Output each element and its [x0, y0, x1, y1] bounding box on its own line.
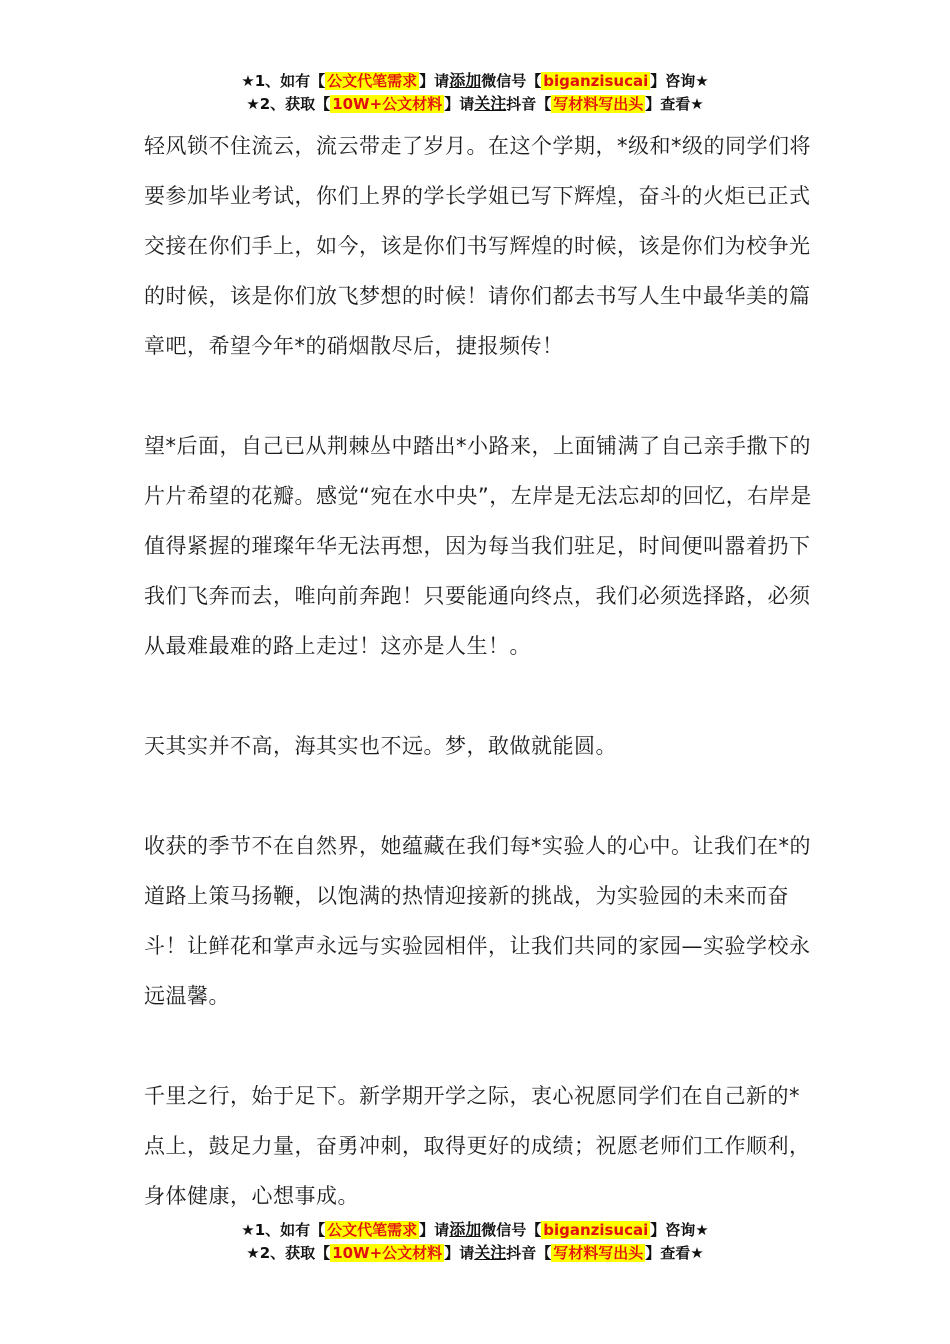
wechat-id-highlight: biganzisucai [543, 72, 649, 90]
banner-text: 】请 [419, 1221, 450, 1239]
douyin-id-highlight: 写材料写出头 [553, 95, 644, 113]
emphasis-text: 关注 [474, 1243, 507, 1262]
wechat-id-highlight: biganzisucai [543, 1221, 649, 1239]
paragraph: 天其实并不高，海其实也不远。梦，敢做就能圆。 [144, 734, 617, 758]
banner-text: 】咨询★ [650, 1221, 709, 1239]
highlight-tag: 公文代笔需求 [327, 72, 418, 90]
banner-text: 】请 [444, 95, 475, 113]
emphasis-text: 关注 [474, 94, 507, 113]
banner-text: ★1、如有【 [241, 1221, 326, 1239]
highlight-tag: 10W+公文材料 [332, 1244, 443, 1262]
banner-text: 微信号【 [481, 1221, 542, 1239]
highlight-tag: 公文代笔需求 [327, 1221, 418, 1239]
banner-text: 】查看★ [645, 95, 704, 113]
banner-text: 抖音【 [506, 95, 552, 113]
banner-line-1 [0, 69, 950, 92]
banner-text: ★2、获取【 [246, 1244, 331, 1262]
banner-text: 】请 [419, 72, 450, 90]
douyin-id-highlight: 写材料写出头 [553, 1244, 644, 1262]
paragraph: 千里之行，始于足下。新学期开学之际，衷心祝愿同学们在自己新的*点上，鼓足力量，奋勇冲刺，取得更好的成绩；祝愿老师们工作顺利，身体健康，心想事成。 [144, 1084, 811, 1208]
banner-text: 】请 [444, 1244, 475, 1262]
paragraph: 望*后面，自己已从荆棘丛中踏出*小路来，上面铺满了自己亲手撒下的片片希望的花瓣。感觉“宛在水中央”，左岸是无法忘却的回忆，右岸是值得紧握的璀璨年华无法再想，因为每当我们驻足，时间便叫嚣着扔下我们飞奔而去，唯向前奔跑！只要能通向终点，我们必须选择路，必须从最难最难的路上走过！这亦是人生！。 [144, 434, 812, 658]
banner-line-2 [0, 92, 950, 115]
highlight-tag: 10W+公文材料 [332, 95, 443, 113]
banner-text: 微信号【 [481, 72, 542, 90]
banner-text: 】查看★ [645, 1244, 704, 1262]
banner-line-2 [0, 1241, 950, 1264]
banner-line-1 [0, 1218, 950, 1241]
paragraph: 收获的季节不在自然界，她蕴藏在我们每*实验人的心中。让我们在*的道路上策马扬鞭，以饱满的热情迎接新的挑战，为实验园的未来而奋斗！让鲜花和掌声永远与实验园相伴，让我们共同的家园—实验学校永远温馨。 [144, 834, 811, 1008]
banner-text: ★1、如有【 [241, 72, 326, 90]
document-body [144, 121, 812, 1271]
paragraph: 轻风锁不住流云，流云带走了岁月。在这个学期，*级和*级的同学们将要参加毕业考试，你们上界的学长学姐已写下辉煌，奋斗的火炬已正式交接在你们手上，如今，该是你们书写辉煌的时候，该是你们为校争光的时候，该是你们放飞梦想的时候！请你们都去书写人生中最华美的篇章吧，希望今年*的硝烟散尽后，捷报频传！ [144, 134, 811, 358]
footer-banner [0, 1218, 950, 1264]
banner-text: 抖音【 [506, 1244, 552, 1262]
banner-text: ★2、获取【 [246, 95, 331, 113]
emphasis-text: 添加 [449, 1220, 482, 1239]
header-banner [0, 69, 950, 115]
emphasis-text: 添加 [449, 71, 482, 90]
banner-text: 】咨询★ [650, 72, 709, 90]
